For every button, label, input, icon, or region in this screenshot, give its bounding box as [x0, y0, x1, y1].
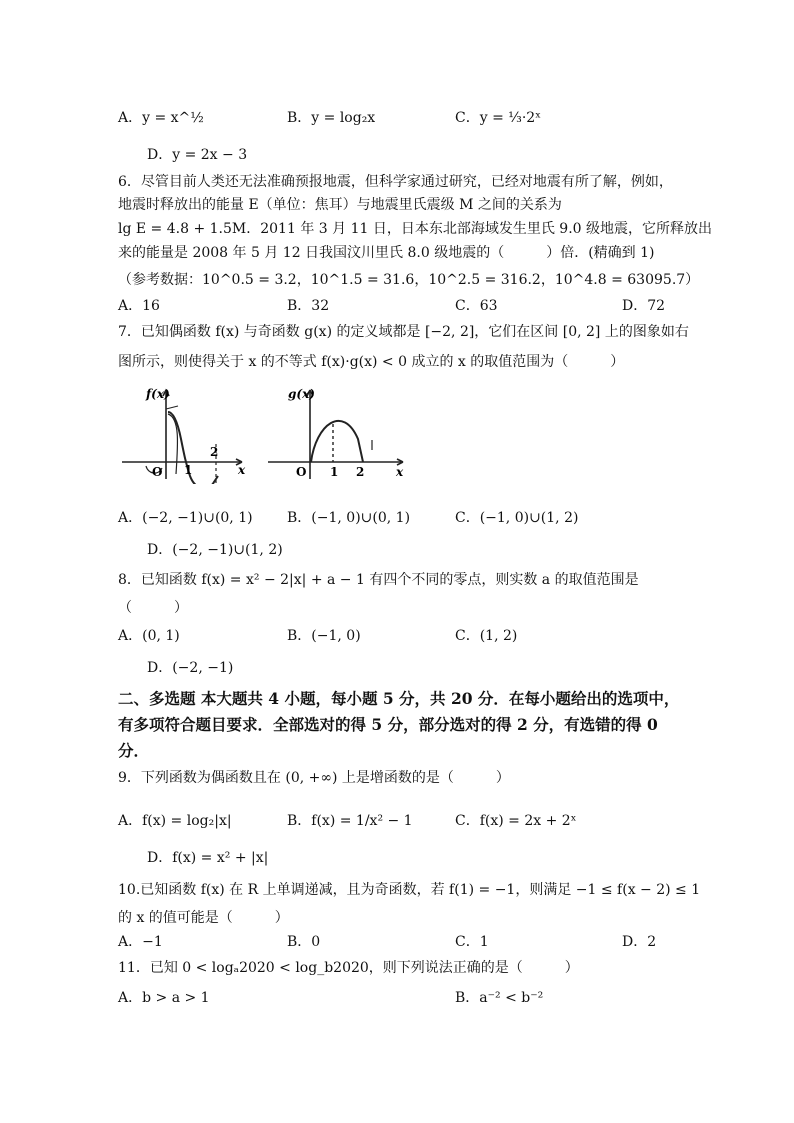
f-graph-xlabel: x	[238, 463, 246, 477]
q7-option-c: C．(−1, 0)∪(1, 2)	[455, 510, 579, 526]
section2-heading-line3: 分．	[118, 741, 150, 760]
q7-option-b: B．(−1, 0)∪(0, 1)	[287, 510, 411, 526]
g-graph-xlabel: x	[396, 465, 404, 479]
q8-option-b: B．(−1, 0)	[287, 628, 361, 644]
q5-option-c: C．y = ⅓·2ˣ	[455, 110, 542, 126]
q10-option-c: C．1	[455, 934, 489, 950]
q6-stem-line2: 地震时释放出的能量 E（单位：焦耳）与地震里氏震级 M 之间的关系为	[118, 197, 562, 213]
q8-option-d: D．(−2, −1)	[147, 660, 234, 676]
f-graph-tick-1: 1	[184, 463, 193, 477]
q7-option-d: D．(−2, −1)∪(1, 2)	[147, 542, 283, 558]
q11-option-b: B．a⁻² < b⁻²	[455, 990, 544, 1006]
q9-option-a: A．f(x) = log₂|x|	[118, 813, 232, 829]
q10-option-d: D．2	[622, 934, 657, 950]
q9-option-b: B．f(x) = 1/x² − 1	[287, 813, 413, 829]
q6-stem-line3: lg E = 4.8 + 1.5M．2011 年 3 月 11 日，日本东北部海域发生里氏 9.0 级地震，它所释放出	[118, 221, 713, 237]
q9-option-c: C．f(x) = 2x + 2ˣ	[455, 813, 577, 829]
q6-option-b: B．32	[287, 298, 330, 314]
q5-option-b: B．y = log₂x	[287, 110, 376, 126]
q6-option-c: C．63	[455, 298, 498, 314]
f-graph-ylabel: f(x)	[146, 387, 170, 401]
q8-stem-line2: （ ）	[118, 600, 188, 616]
q8-option-a: A．(0, 1)	[118, 628, 180, 644]
g-graph-tick-2: 2	[356, 465, 365, 479]
f-graph-origin: O	[152, 465, 163, 479]
q5-option-d: D．y = 2x − 3	[147, 147, 248, 163]
q6-reference-data: （参考数据：10^0.5 = 3.2，10^1.5 = 31.6，10^2.5 = 316.2，10^4.8 = 63095.7）	[118, 272, 700, 288]
q8-option-c: C．(1, 2)	[455, 628, 518, 644]
q7-stem-line1: 7．已知偶函数 f(x) 与奇函数 g(x) 的定义域都是 [−2, 2]，它们在区间 [0, 2] 上的图象如右	[118, 324, 689, 340]
q6-option-d: D．72	[622, 298, 666, 314]
q6-option-a: A．16	[118, 298, 160, 314]
q10-option-a: A．−1	[118, 934, 163, 950]
q10-option-b: B．0	[287, 934, 321, 950]
q10-stem-line1: 10.已知函数 f(x) 在 R 上单调递减，且为奇函数，若 f(1) = −1，则满足 −1 ≤ f(x − 2) ≤ 1	[118, 882, 701, 898]
section2-heading-line2: 有多项符合题目要求．全部选对的得 5 分，部分选对的得 2 分，有选错的得 0	[118, 715, 658, 734]
q11-option-a: A．b > a > 1	[118, 990, 210, 1006]
g-graph-origin: O	[296, 465, 307, 479]
q7-stem-line2: 图所示，则使得关于 x 的不等式 f(x)·g(x) < 0 成立的 x 的取值范围为（ ）	[118, 354, 625, 370]
q9-stem: 9．下列函数为偶函数且在 (0, +∞) 上是增函数的是（ ）	[118, 770, 510, 786]
section2-heading-line1: 二、多选题 本大题共 4 小题，每小题 5 分，共 20 分．在每小题给出的选项中，	[118, 689, 680, 708]
q11-stem: 11．已知 0 < logₐ2020 < log_b2020，则下列说法正确的是（ ）	[118, 960, 579, 976]
q10-stem-line2: 的 x 的值可能是（ ）	[118, 910, 289, 926]
f-graph	[122, 390, 242, 484]
q5-option-a: A．y = x^½	[118, 110, 204, 126]
q8-stem-line1: 8．已知函数 f(x) = x² − 2|x| + a − 1 有四个不同的零点，则实数 a 的取值范围是	[118, 572, 639, 588]
q7-function-graphs	[118, 384, 408, 484]
q9-option-d: D．f(x) = x² + |x|	[147, 850, 269, 866]
g-graph-ylabel: g(x)	[288, 387, 315, 401]
g-graph-tick-1: 1	[330, 465, 339, 479]
q6-stem-line1: 6．尽管目前人类还无法准确预报地震，但科学家通过研究，已经对地震有所了解，例如，	[118, 174, 673, 190]
f-graph-tick-2: 2	[210, 445, 219, 459]
q7-option-a: A．(−2, −1)∪(0, 1)	[118, 510, 253, 526]
q6-stem-line4: 来的能量是 2008 年 5 月 12 日我国汶川里氏 8.0 级地震的（ ）倍．(精确到 1)	[118, 245, 655, 261]
